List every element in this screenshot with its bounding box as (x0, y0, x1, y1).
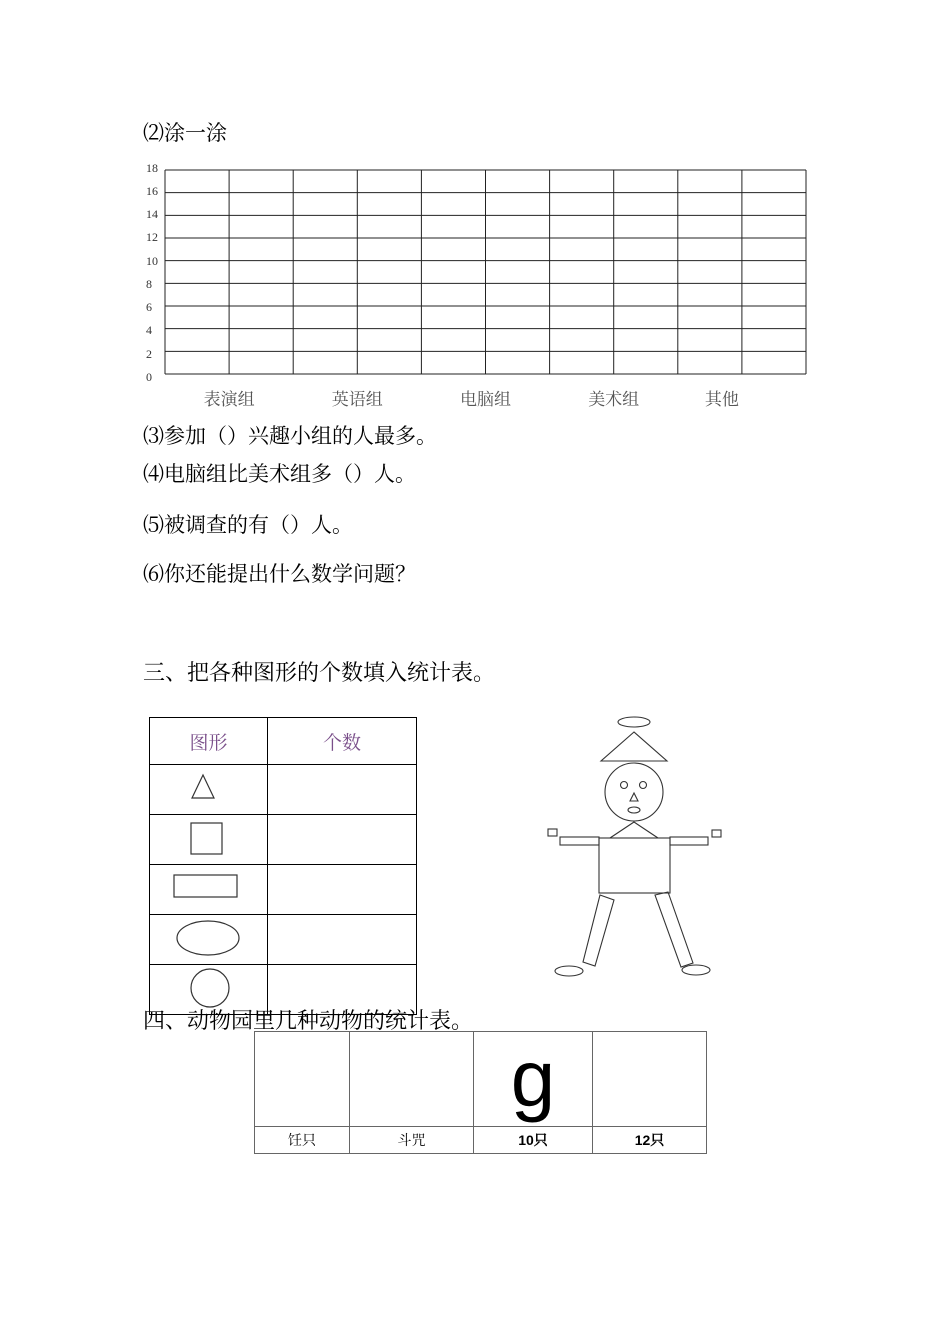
nose-triangle (630, 793, 638, 801)
hat-triangle (601, 732, 667, 761)
x-category-label: 电脑组 (460, 390, 511, 410)
animal-picture-cell (255, 1032, 350, 1127)
count-cell[interactable] (268, 915, 417, 965)
y-tick-label: 0 (146, 370, 152, 384)
halo-ellipse (618, 717, 650, 727)
y-tick-label: 4 (146, 323, 152, 338)
right-eye (640, 782, 647, 789)
animal-stat-table (254, 1031, 707, 1154)
mouth-ellipse (628, 807, 640, 813)
y-tick-label: 12 (146, 230, 158, 245)
right-hand (712, 830, 721, 837)
y-tick-label: 2 (146, 346, 152, 361)
bar-chart-grid (140, 160, 820, 415)
rectangle-cell (150, 865, 268, 915)
question-4: ⑷电脑组比美术组多（）人。 (143, 462, 416, 486)
left-foot (555, 966, 583, 976)
y-tick-label: 6 (146, 300, 152, 315)
ellipse-cell (150, 915, 268, 965)
x-category-label: 表演组 (203, 390, 255, 410)
left-arm (560, 837, 599, 845)
animal-picture-cell (593, 1032, 707, 1127)
header-shape: 图形 (150, 718, 268, 765)
question-3: ⑶参加（）兴趣小组的人最多。 (143, 424, 437, 448)
y-tick-label: 14 (146, 207, 158, 222)
right-foot (682, 965, 710, 975)
shape-count-table (149, 717, 417, 1015)
animal-count-label: 饪只 (255, 1127, 350, 1154)
right-leg (655, 892, 693, 967)
shape-figure-illustration (540, 710, 730, 985)
x-category-label: 英语组 (331, 390, 383, 410)
question-6: ⑹你还能提出什么数学问题？ (143, 562, 416, 586)
ellipse-icon (150, 915, 267, 960)
animal-count-label: 10只 (474, 1127, 593, 1154)
x-category-label: 美术组 (588, 390, 640, 410)
header-count: 个数 (268, 718, 417, 765)
square-icon (150, 815, 267, 860)
question-5: ⑸被调查的有（）人。 (143, 513, 353, 537)
section-4-title: 四、动物园里几种动物的统计表。 (143, 1009, 474, 1034)
left-leg (583, 895, 614, 966)
animal-count-label: 12只 (593, 1127, 707, 1154)
left-eye (621, 782, 628, 789)
triangle-cell (150, 765, 268, 815)
y-tick-label: 10 (146, 253, 158, 268)
animal-picture-cell (474, 1032, 593, 1127)
count-cell[interactable] (268, 865, 417, 915)
neck-triangle (610, 822, 658, 838)
rectangle-icon (150, 865, 267, 910)
triangle-icon (150, 765, 267, 810)
left-hand (548, 829, 557, 836)
animal-picture-cell (350, 1032, 474, 1127)
animal-picture-glyph: g (510, 1034, 556, 1123)
animal-count-label: 斗咒 (350, 1127, 474, 1154)
y-tick-label: 18 (146, 160, 158, 175)
y-tick-label: 8 (146, 276, 152, 291)
body-square (599, 838, 670, 893)
y-tick-label: 16 (146, 183, 158, 198)
chart-gridlines (165, 170, 806, 374)
right-arm (670, 837, 708, 845)
q2-title: ⑵涂一涂 (143, 121, 227, 145)
section-3-title: 三、把各种图形的个数填入统计表。 (143, 661, 496, 686)
count-cell[interactable] (268, 815, 417, 865)
x-category-label: 其他 (704, 390, 739, 410)
count-cell[interactable] (268, 765, 417, 815)
square-cell (150, 815, 268, 865)
